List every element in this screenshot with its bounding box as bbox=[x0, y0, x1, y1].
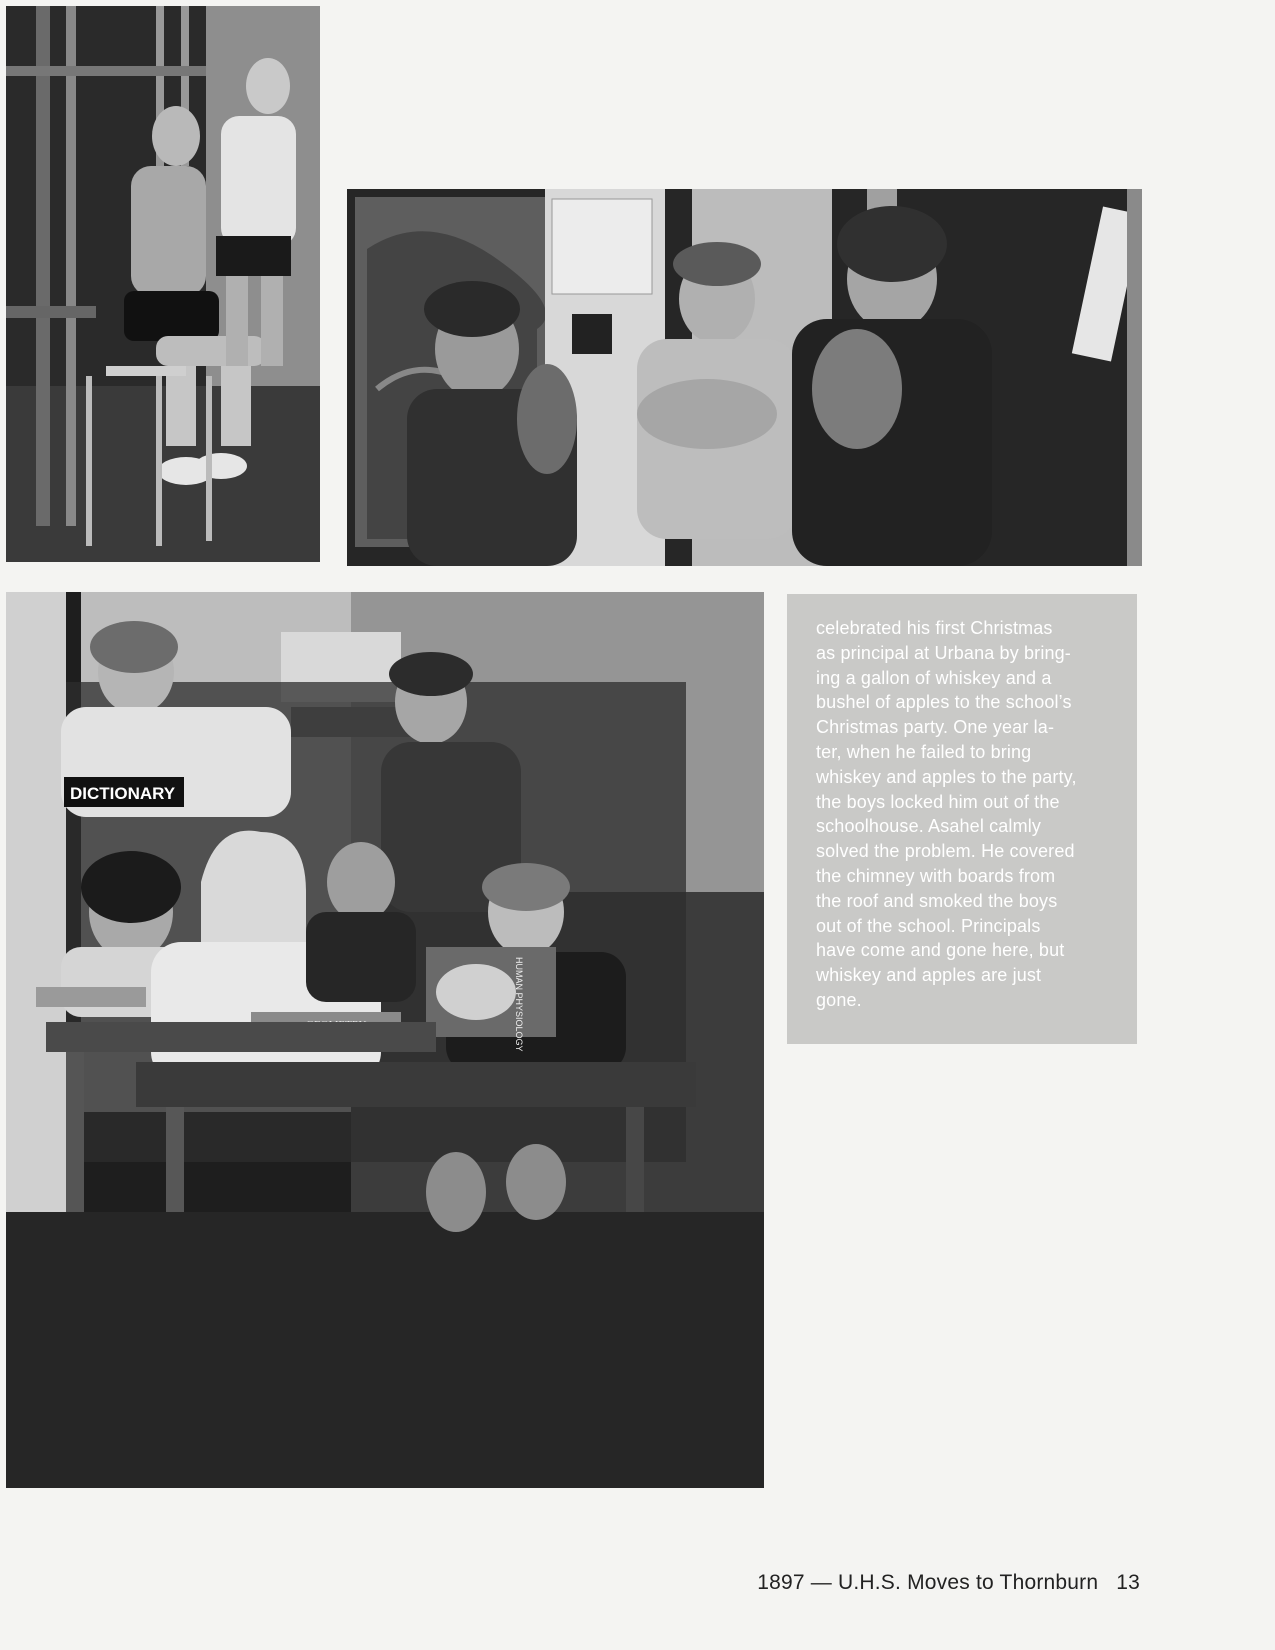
caption-line: the chimney with boards from bbox=[816, 865, 1056, 886]
caption-line: whiskey and apples are just bbox=[816, 965, 1042, 986]
caption-line: as principal at Urbana by bring- bbox=[816, 642, 1071, 663]
page-number: 13 bbox=[1116, 1571, 1140, 1594]
photo-students-with-rabbits bbox=[347, 189, 1142, 566]
caption-line: celebrated his first Christmas bbox=[816, 618, 1053, 638]
page-footer bbox=[757, 1571, 1140, 1595]
caption-line: gone. bbox=[816, 989, 862, 1010]
photo-weight-room bbox=[6, 6, 320, 562]
caption-box bbox=[787, 594, 1137, 1044]
caption-line: schoolhouse. Asahel calmly bbox=[816, 816, 1042, 837]
caption-line: ter, when he failed to bring bbox=[816, 741, 1032, 762]
caption-line: out of the school. Principals bbox=[816, 915, 1041, 936]
photo-students-with-rabbits-image bbox=[347, 189, 1142, 566]
caption-line: the boys locked him out of the bbox=[816, 791, 1060, 812]
caption-line: the roof and smoked the boys bbox=[816, 890, 1058, 911]
running-title: 1897 — U.H.S. Moves to Thornburn bbox=[757, 1571, 1099, 1594]
photo-weight-room-image bbox=[6, 6, 320, 562]
caption-line: Christmas party. One year la- bbox=[816, 717, 1055, 738]
caption-paragraph bbox=[816, 616, 1119, 1013]
dictionary-box-label: DICTIONARY bbox=[70, 784, 176, 803]
caption-line: have come and gone here, but bbox=[816, 940, 1065, 961]
photo-classroom-students-image bbox=[6, 592, 764, 1488]
caption-line: bushel of apples to the school’s bbox=[816, 692, 1072, 713]
caption-line: whiskey and apples to the party, bbox=[816, 766, 1077, 787]
physiology-book-label: HUMAN PHYSIOLOGY bbox=[514, 957, 524, 1052]
caption-line: ing a gallon of whiskey and a bbox=[816, 667, 1052, 688]
caption-line: solved the problem. He covered bbox=[816, 841, 1075, 862]
photo-classroom-students bbox=[6, 592, 764, 1488]
